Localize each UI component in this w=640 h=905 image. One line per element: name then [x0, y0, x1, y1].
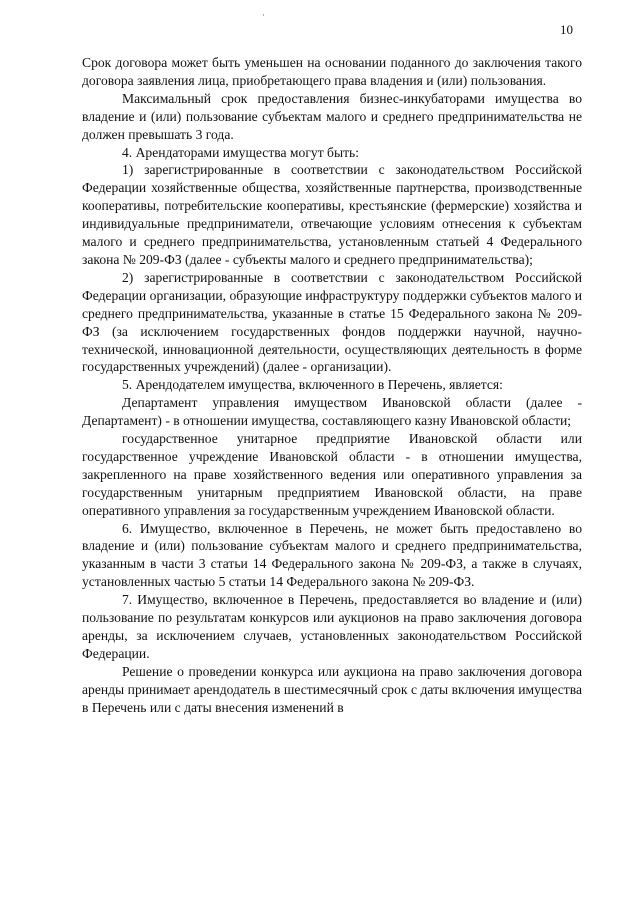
paragraph-6: 5. Арендодателем имущества, включенного в Перечень, является: [122, 377, 503, 393]
paragraph-7: Департамент управления имуществом Ивановской области (далее - Департамент) - в отношении имущества, составляющего казну Ивановской области; [82, 395, 582, 429]
paragraph-11: Решение о проведении конкурса или аукциона на право заключения договора аренды принимает арендодатель в шестимесячный срок с даты включения имущества в Перечень или с даты внесения изменений в [82, 663, 582, 715]
paragraph-2: Максимальный срок предоставления бизнес-инкубаторами имущества во владение и (или) пользование субъектам малого и среднего предпринимательства не должен превышать 3 года. [82, 90, 582, 142]
paragraph-4: 1) зарегистрированные в соответствии с законодательством Российской Федерации хозяйственные общества, хозяйственные партнерства, производственные кооперативы, потребительские кооперативы, крестьянские (фермерские) хозяйства и индивидуальные предприниматели, отвечающие условиям отнесения к субъектам малого и среднего предпринимательства, установленным статьей 4 Федерального закона № 209-ФЗ (далее - субъекты малого и среднего предпринимательства); [82, 162, 582, 267]
paragraph-1: Срок договора может быть уменьшен на основании поданного до заключения такого договора заявления лица, приобретающего права владения и (или) пользования. [82, 55, 582, 88]
document-body [82, 54, 582, 717]
paragraph-5: 2) зарегистрированные в соответствии с законодательством Российской Федерации организации, образующие инфраструктуру поддержки субъектов малого и среднего предпринимательства, указанные в статье 15 Федерального закона № 209-ФЗ (за исключением государственных фондов поддержки научной, научно-технической, инновационной деятельности, осуществляющих деятельность в форме государственных учреждений) (далее - организации). [82, 269, 582, 375]
scan-mark: · [262, 10, 265, 20]
page-number: 10 [560, 22, 573, 37]
paragraph-9: 6. Имущество, включенное в Перечень, не может быть предоставлено во владение и (или) пользование субъектам малого и среднего предпринимательства, указанным в части 3 статьи 14 Федерального закона № 209-ФЗ, а также в случаях, установленных частью 5 статьи 14 Федерального закона № 209-ФЗ. [82, 520, 582, 590]
paragraph-8: государственное унитарное предприятие Ивановской области или государственное учреждение Ивановской области - в отношении имущества, закрепленного на праве хозяйственного ведения или оперативного управления за государственным унитарным предприятием Ивановской области, на праве оперативного управления за государственным учреждением Ивановской области. [82, 431, 582, 518]
paragraph-3: 4. Арендаторами имущества могут быть: [122, 144, 360, 160]
paragraph-10: 7. Имущество, включенное в Перечень, предоставляется во владение и (или) пользование по результатам конкурсов или аукционов на право заключения договора аренды, за исключением случаев, установленных законодательством Российской Федерации. [82, 592, 582, 661]
